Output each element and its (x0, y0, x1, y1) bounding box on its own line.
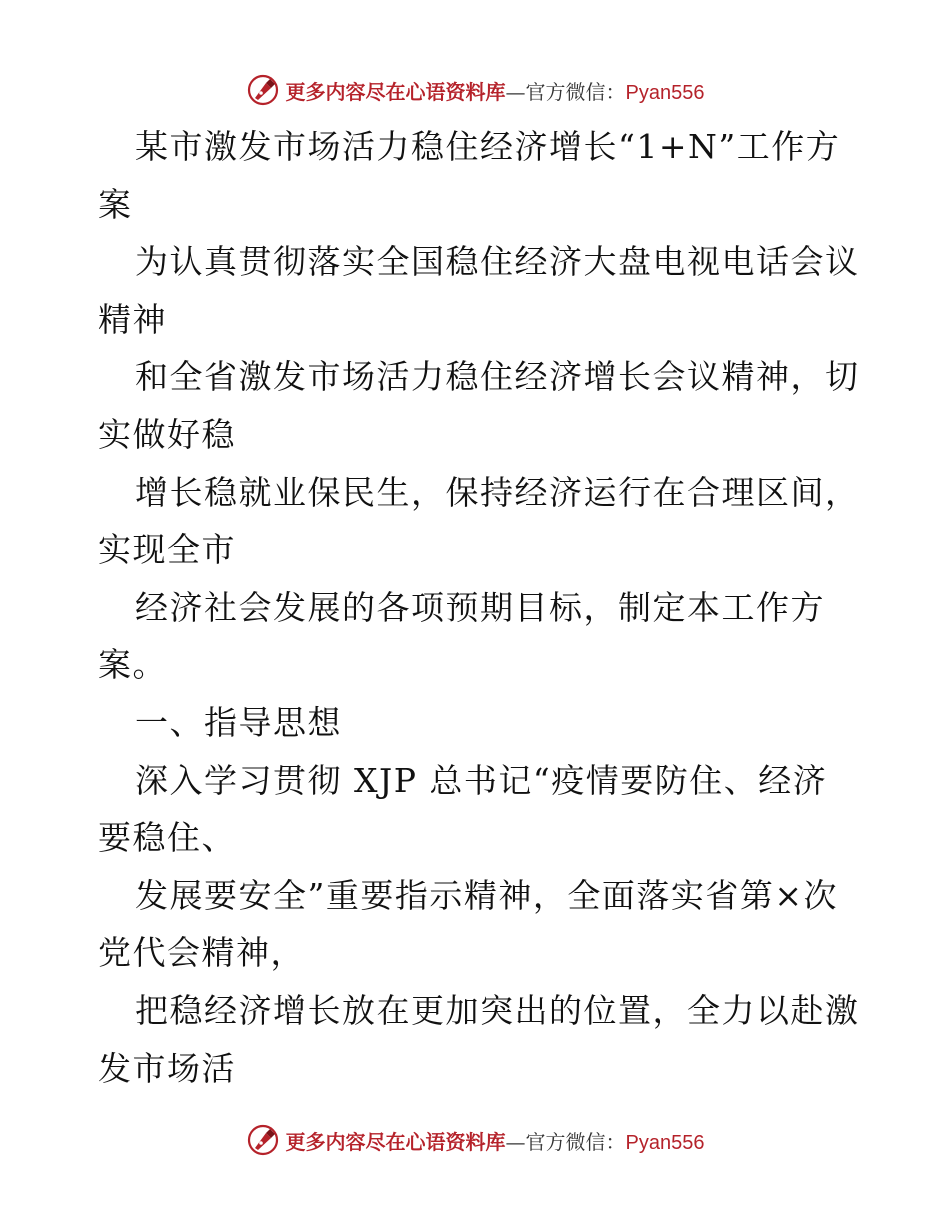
doc-line: 党代会精神， (98, 933, 305, 973)
banner-wechat-id: Pyan556 (625, 1131, 705, 1154)
doc-line: 深入学习贯彻 XJP 总书记“疫情要防住、经济 (135, 760, 828, 800)
banner-site-name: 更多内容尽在心语资料库 (285, 79, 506, 104)
header-banner (0, 70, 950, 110)
doc-line: 某市激发市场活力稳住经济增长“1+N”工作方 (135, 127, 841, 166)
banner-separator: — (505, 79, 526, 104)
doc-line: 把稳经济增长放在更加突出的位置，全力以赴激 (135, 990, 860, 1030)
doc-line: 增长稳就业保民生，保持经济运行在合理区间， (135, 472, 860, 512)
pen-nib-logo-icon (246, 73, 280, 107)
doc-line: 为认真贯彻落实全国稳住经济大盘电视电话会议 (135, 242, 860, 282)
doc-line: 精神 (98, 299, 167, 339)
banner-wechat-label: 官方微信： (525, 79, 626, 104)
doc-line: 和全省激发市场活力稳住经济增长会议精神，切 (135, 357, 860, 397)
doc-line: 经济社会发展的各项预期目标，制定本工作方 (135, 587, 825, 627)
doc-line: 发展要安全”重要指示精神，全面落实省第×次 (135, 875, 839, 915)
banner-text (286, 1126, 705, 1155)
doc-line: 要稳住、 (98, 818, 236, 858)
section-heading: 一、指导思想 (135, 702, 342, 742)
banner-wechat-id: Pyan556 (625, 81, 705, 104)
banner-wechat-label: 官方微信： (525, 1129, 626, 1154)
doc-line: 发市场活 (98, 1048, 236, 1088)
doc-line: 实做好稳 (98, 414, 236, 454)
footer-banner (0, 1120, 950, 1160)
banner-separator: — (505, 1129, 526, 1154)
doc-line: 实现全市 (98, 530, 236, 570)
banner-site-name: 更多内容尽在心语资料库 (285, 1129, 506, 1154)
pen-nib-logo-icon (246, 1123, 280, 1157)
doc-line: 案。 (98, 645, 167, 685)
document-body (98, 118, 858, 1097)
banner-text (286, 76, 705, 105)
doc-line: 案 (98, 184, 133, 224)
